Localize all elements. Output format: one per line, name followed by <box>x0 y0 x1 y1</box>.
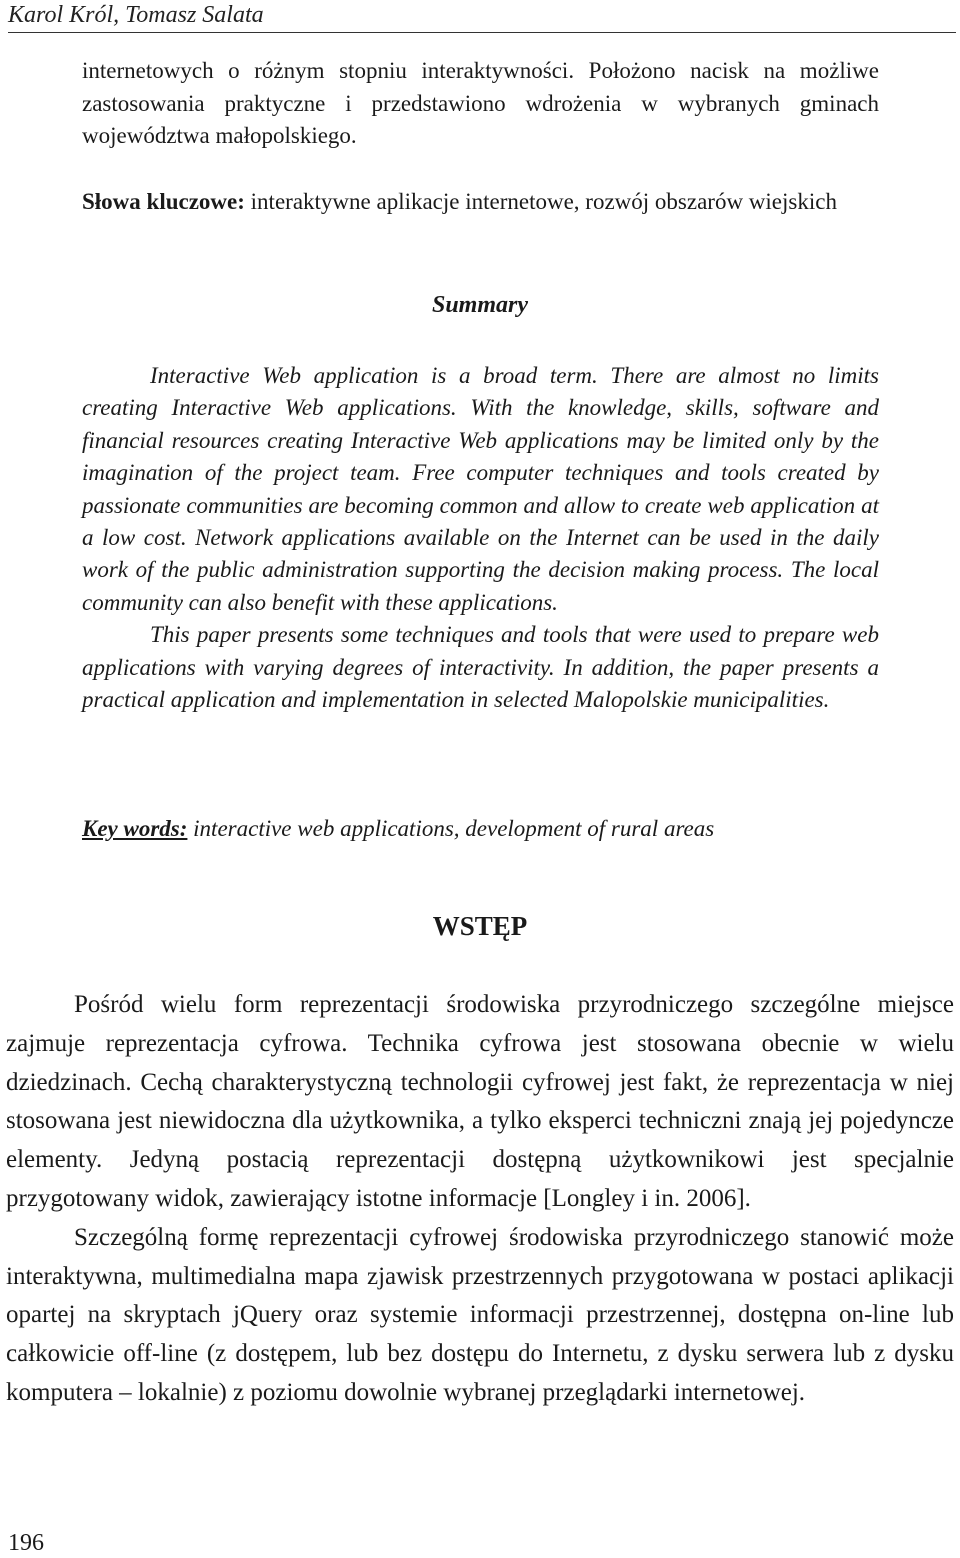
page-number: 196 <box>8 1530 44 1556</box>
summary-paragraph: Interactive Web application is a broad term. There are almost no limits creating Interactive Web applications. With the knowledge, skills, software and financial resources creating Interactive Web applications may be limited only by the imagination of the project team. Free computer techniques and tools created by passionate communities are becoming common and allow to create web application at a low cost. Network applications available on the Internet can be used in the daily work of the public administration supporting the decision making process. The local community can also benefit with these applications. <box>82 363 879 615</box>
keywords-pl-text: interaktywne aplikacje internetowe, rozwój obszarów wiejskich <box>244 189 837 214</box>
section-heading: WSTĘP <box>432 911 528 941</box>
keywords-pl-label: Słowa kluczowe: <box>82 189 245 214</box>
keywords-en-label: Key words: <box>82 816 188 841</box>
keywords-en-text: interactive web applications, development of rural areas <box>187 816 715 841</box>
keywords-en <box>82 813 879 845</box>
header-rule <box>8 32 956 33</box>
summary-heading: Summary <box>431 292 529 318</box>
running-header-authors: Karol Król, Tomasz Salata <box>8 2 264 28</box>
summary-body <box>82 360 879 716</box>
keywords-pl <box>82 186 879 219</box>
section-body <box>6 986 954 1413</box>
body-paragraph: Pośród wielu form reprezentacji środowiska przyrodniczego szczególne miejsce zajmuje reprezentacja cyfrowa. Technika cyfrowa jest stosowana obecnie w wielu dziedzinach. Cechą charakterystyczną technologii cyfrowej jest fakt, że reprezentacja w niej stosowana jest niewidoczna dla użytkownika, a tylko eksperci techniczni znają jej pojedyncze elementy. Jedyną postacią reprezentacji dostępną użytkownikowi jest specjalnie przygotowany widok, zawierający istotne informacje [Longley i in. 2006]. <box>6 991 954 1212</box>
summary-paragraph: This paper presents some techniques and tools that were used to prepare web applications with varying degrees of interactivity. In addition, the paper presents a practical application and implementation in selected Malopolskie municipalities. <box>82 622 879 713</box>
abstract-pl-tail: internetowych o różnym stopniu interaktywności. Położono nacisk na możliwe zastosowania praktyczne i przedstawiono wdrożenia w wybranych gminach województwa małopolskiego. <box>82 58 879 148</box>
body-paragraph: Szczególną formę reprezentacji cyfrowej środowiska przyrodniczego stanowić może interaktywna, multimedialna mapa zjawisk przestrzennych przygotowana w postaci aplikacji opartej na skryptach jQuery oraz systemie informacji przestrzennej, dostępna on-line lub całkowicie off-line (z dostępem, lub bez dostępu do Internetu, z dysku serwera lub z dysku komputera – lokalnie) z poziomu dowolnie wybranej przeglądarki internetowej. <box>6 1223 954 1406</box>
